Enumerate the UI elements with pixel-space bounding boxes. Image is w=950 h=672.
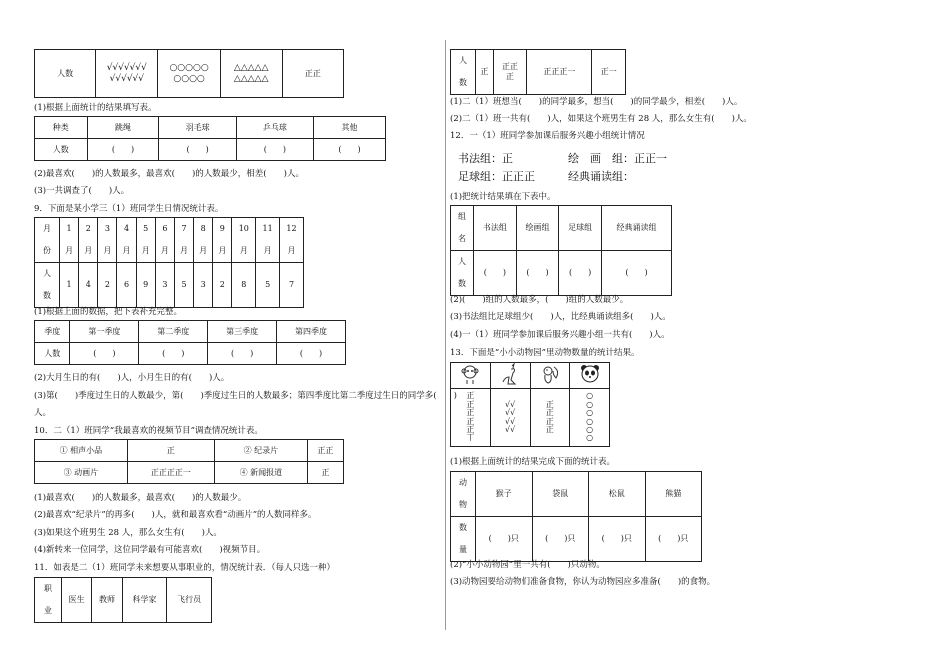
count-cell: 5 <box>256 263 280 308</box>
table-header: 松鼠 <box>589 472 646 517</box>
count-cell: 8 <box>232 263 256 308</box>
month-cell: 11 月 <box>256 218 280 263</box>
column-divider <box>445 40 446 630</box>
count-cell: 7 <box>280 263 304 308</box>
q12-part3: (3)书法组比足球组少( )人，比经典诵读组多( )人。 <box>450 312 671 322</box>
answer-blank[interactable]: ( ) <box>208 343 277 365</box>
answer-blank[interactable]: ( ) <box>602 251 672 296</box>
monkey-icon <box>459 363 481 385</box>
row-label: 组 名 <box>451 206 474 251</box>
q13-part3: (3)动物园要给动物们准备食物，你认为动物园应多准备( )的食物。 <box>450 577 716 587</box>
group-tally: 经典诵读组： <box>568 170 634 183</box>
q11-part1: (1)二（1）班想当( )的同学最多，想当( )的同学最少，相差( )人。 <box>450 97 743 107</box>
q10-part2: (2)最喜欢“纪录片”的再多( )人，就和最喜欢看“动画片”的人数同样多。 <box>34 510 317 520</box>
q11-part2: (2)二（1）班一共有( )人，如果这个班男生有 28 人，那么女生有( )人。 <box>450 114 752 124</box>
answer-blank[interactable]: ( ) <box>314 139 386 161</box>
tally-mark: 正 <box>476 50 494 95</box>
q13-animal-tally-table <box>450 362 610 447</box>
q8-part2: (2)最喜欢( )的人数最多，最喜欢( )的人数最少，相差( )人。 <box>34 169 304 179</box>
table-header: 医生 <box>62 578 92 623</box>
month-cell: 9 月 <box>213 218 232 263</box>
row-label: 动 物 <box>451 472 476 517</box>
q10-title: 10．二（1）班同学“我最喜欢的视频节目”调查情况统计表。 <box>34 426 263 436</box>
month-cell: 4 月 <box>117 218 136 263</box>
table-header: 足球组 <box>559 206 602 251</box>
q8-part3: (3)一共调查了( )人。 <box>34 186 130 196</box>
month-cell: 1 月 <box>60 218 79 263</box>
count-cell: 1 <box>60 263 79 308</box>
tally-mark: ○○○○○ ○○○○ <box>158 50 220 98</box>
month-cell: 6 月 <box>155 218 174 263</box>
count-cell: 4 <box>79 263 98 308</box>
table-header: 书法组 <box>474 206 517 251</box>
month-cell: 12 月 <box>280 218 304 263</box>
table-header: 跳绳 <box>87 117 159 139</box>
tally-mark: √√ √√ √√ √√ <box>490 389 530 447</box>
answer-blank[interactable]: ( )只 <box>589 517 646 562</box>
row-label: 职 业 <box>35 578 62 623</box>
row-label: 人 数 <box>35 263 60 308</box>
count-cell: 5 <box>174 263 193 308</box>
tally-mark: 正正 正 <box>493 50 527 95</box>
table-header: 经典诵读组 <box>602 206 672 251</box>
animal-cell <box>570 363 610 389</box>
q12-group-table <box>450 205 672 296</box>
q12-title: 12．一（1）班同学参加课后服务兴趣小组统计情况 <box>450 131 645 141</box>
table-header: 第三季度 <box>208 321 277 343</box>
q13-part1: (1)根据上面统计的结果完成下面的统计表。 <box>450 457 616 467</box>
animal-cell <box>451 363 491 389</box>
answer-blank[interactable]: ( ) <box>559 251 602 296</box>
tally-mark: △△△△△ △△△△△ <box>220 50 282 98</box>
q11-title: 11．如表是二（1）班同学未来想要从事职业的，情况统计表．（每人只选一种） <box>34 563 335 573</box>
table-header: 猴子 <box>476 472 533 517</box>
tally-label: 人数 <box>35 50 96 98</box>
q8-part1: (1)根据上面统计的结果填写表。 <box>34 103 157 113</box>
month-cell: 3 月 <box>98 218 117 263</box>
answer-blank[interactable]: ( ) <box>70 343 139 365</box>
group-tally: 足球组：正正正 <box>458 170 535 183</box>
month-cell: 10 月 <box>232 218 256 263</box>
table-header: 袋鼠 <box>532 472 589 517</box>
kangaroo-icon <box>499 363 521 385</box>
squirrel-icon <box>539 363 561 385</box>
tally-mark: √√√√√√√ √√√√√√ <box>96 50 158 98</box>
q12-part4: (4)一（1）班同学参加课后服务兴趣小组一共有( )人。 <box>450 330 670 340</box>
row-label: 数 量 <box>451 517 476 562</box>
q9-season-table <box>34 320 346 365</box>
q13-animal-count-table <box>450 471 702 562</box>
q11-job-table-count <box>450 49 626 95</box>
count-cell: 3 <box>194 263 213 308</box>
animal-cell <box>490 363 530 389</box>
row-label: 人数 <box>35 139 88 161</box>
option-label: ③ 动画片 <box>35 462 128 484</box>
q9-part3-end: 人。 <box>34 408 52 418</box>
table-header: 其他 <box>314 117 386 139</box>
group-tally: 书法组：正 <box>458 152 513 165</box>
q11-job-table-header <box>34 577 212 623</box>
count-cell: 2 <box>213 263 232 308</box>
tally-mark: ○ ○ ○ ○ ○ ○ <box>570 389 610 447</box>
q13-title: 13．下面是“小小动物园”里动物数量的统计结果。 <box>450 348 640 358</box>
table-header: 乒乓球 <box>236 117 313 139</box>
q10-video-table <box>34 439 344 484</box>
answer-blank[interactable]: ( )只 <box>532 517 589 562</box>
tally-mark: 正正 <box>282 50 343 98</box>
count-cell: 9 <box>136 263 155 308</box>
option-label: ④ 新闻报道 <box>215 462 308 484</box>
table-header: 飞行员 <box>167 578 212 623</box>
tally-mark: 正正正一 <box>527 50 592 95</box>
answer-blank[interactable]: ( ) <box>474 251 517 296</box>
q9-part2: (2)大月生日的有( )人，小月生日的有( )人。 <box>34 373 230 383</box>
tally-mark: 正 正 正 正 <box>530 389 570 447</box>
answer-blank[interactable]: ( )只 <box>476 517 533 562</box>
tally-mark: 正正正正一 <box>127 462 214 484</box>
q10-part4: (4)新转来一位同学，这位同学最有可能喜欢( )视频节目。 <box>34 545 266 555</box>
month-cell: 8 月 <box>194 218 213 263</box>
tally-mark: 正一 <box>592 50 626 95</box>
q10-part1: (1)最喜欢( )的人数最多，最喜欢( )的人数最少。 <box>34 493 247 503</box>
table-header: 第四季度 <box>277 321 346 343</box>
answer-blank[interactable]: ( ) <box>277 343 346 365</box>
tally-table-top <box>34 49 344 98</box>
count-cell: 2 <box>98 263 117 308</box>
table-header: 绘画组 <box>516 206 559 251</box>
answer-blank[interactable]: ( )只 <box>645 517 702 562</box>
month-cell: 5 月 <box>136 218 155 263</box>
tally-mark: 正 <box>307 462 343 484</box>
table-header: 羽毛球 <box>159 117 236 139</box>
tally-mark: 正正 <box>307 440 343 462</box>
month-cell: 7 月 <box>174 218 193 263</box>
q12-part1: (1)把统计结果填在下表中。 <box>450 192 556 202</box>
table-header: 第一季度 <box>70 321 139 343</box>
q9-part1: (1)根据上面的数据，把下表补充完整。 <box>34 307 183 317</box>
q12-part2: (2)( )组的人数最多，( )组的人数最少。 <box>450 295 629 305</box>
table-header: 教师 <box>92 578 122 623</box>
row-label: 人 数 <box>451 251 474 296</box>
count-cell: 6 <box>117 263 136 308</box>
q9-part3: (3)第( )季度过生日的人数最少，第( )季度过生日的人数最多；第四季度比第二季度过生日的同学多( ) <box>34 391 457 401</box>
month-cell: 2 月 <box>79 218 98 263</box>
panda-icon <box>579 363 601 385</box>
table-header: 科学家 <box>122 578 167 623</box>
row-label: 月 份 <box>35 218 60 263</box>
tally-mark: 正 <box>127 440 214 462</box>
answer-blank[interactable]: ( ) <box>159 139 236 161</box>
option-label: ① 相声小品 <box>35 440 128 462</box>
answer-blank[interactable]: ( ) <box>87 139 159 161</box>
group-tally: 绘 画 组：正正一 <box>568 152 667 165</box>
q10-part3: (3)如果这个班男生 28 人，那么女生有( )人。 <box>34 528 222 538</box>
animal-cell <box>530 363 570 389</box>
q9-title: 9．下面是某小学三（1）班同学生日情况统计表。 <box>34 204 224 214</box>
tally-mark: 正 正 正 正 正 丅 <box>451 389 491 447</box>
q13-part2: (2)“小小动物园”里一共有( )只动物。 <box>450 560 605 570</box>
q9-birthday-table <box>34 217 304 308</box>
table-header: 种类 <box>35 117 88 139</box>
answer-blank[interactable]: ( ) <box>516 251 559 296</box>
answer-blank[interactable]: ( ) <box>236 139 313 161</box>
q8-fill-table <box>34 116 386 161</box>
table-header: 第二季度 <box>139 321 208 343</box>
row-label: 人 数 <box>451 50 476 95</box>
table-header: 季度 <box>35 321 70 343</box>
row-label: 人数 <box>35 343 70 365</box>
table-header: 熊猫 <box>645 472 702 517</box>
option-label: ② 纪录片 <box>215 440 308 462</box>
answer-blank[interactable]: ( ) <box>139 343 208 365</box>
count-cell: 3 <box>155 263 174 308</box>
